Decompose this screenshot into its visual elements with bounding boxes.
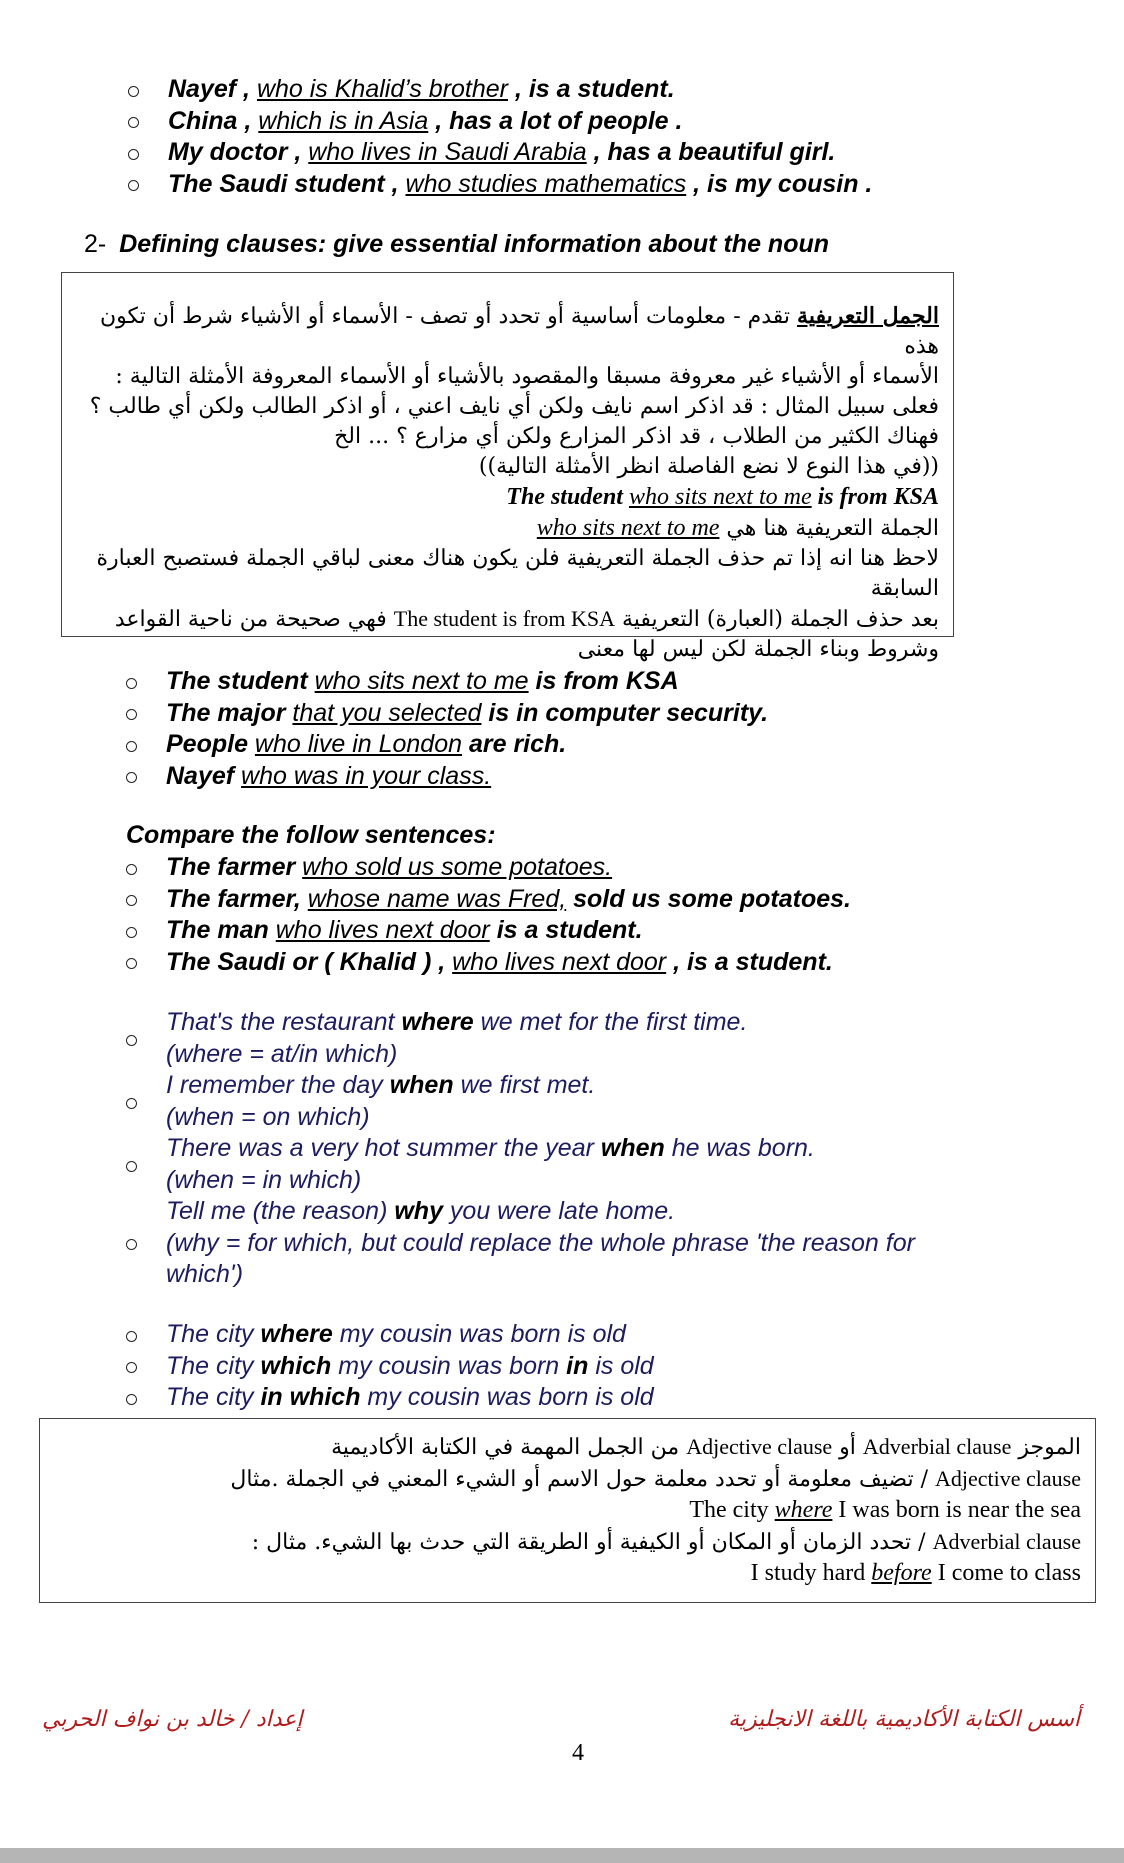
arabic-line: الأسماء أو الأشياء غير معروفة مسبقا والمقصود بالأشياء أو الأسماء المعروفة الأمثلة التالية :	[115, 364, 939, 389]
footer-book-title: أسس الكتابة الأكاديمية باللغة الانجليزية	[728, 1707, 1080, 1732]
defining-examples	[126, 666, 768, 792]
city-examples	[126, 1319, 654, 1414]
list-item: That's the restaurant where we met for the first time. (where = at/in which)	[126, 1007, 915, 1070]
page-number: 4	[572, 1740, 584, 1766]
list-item: Tell me (the reason) why you were late home. (why = for which, but could replace the whole phrase 'the reason for which')	[126, 1196, 915, 1291]
list-item: The man who lives next door is a student.	[126, 915, 851, 947]
list-item: The city where my cousin was born is old	[126, 1319, 654, 1351]
list-item: The Saudi or ( Khalid ) , who lives next door , is a student.	[126, 947, 851, 979]
arabic-line: فعلى سبيل المثال : قد اذكر اسم نايف ولكن أي نايف اعني ، أو اذكر الطالب ولكن أي طالب ؟	[89, 394, 939, 419]
summary-line: Adverbial clause / تحدد الزمان أو المكان أو الكيفية أو الطريقة التي حدث بها الشيء. مثال :	[251, 1529, 1081, 1555]
list-item: My doctor , who lives in Saudi Arabia , has a beautiful girl.	[128, 137, 872, 169]
list-item: The city in which my cousin was born is old	[126, 1382, 654, 1414]
list-item: The city which my cousin was born in is old	[126, 1351, 654, 1383]
box-example: The student who sits next to me is from KSA	[506, 484, 939, 510]
summary-example: The city where I was born is near the sea	[689, 1497, 1081, 1523]
arabic-line: ((في هذا النوع لا نضع الفاصلة انظر الأمثلة التالية))	[478, 454, 939, 479]
summary-example: I study hard before I come to class	[750, 1560, 1081, 1586]
list-item: The major that you selected is in computer security.	[126, 698, 768, 730]
relative-adverb-examples	[126, 1007, 915, 1291]
bottom-bar	[0, 1848, 1124, 1863]
list-item: The farmer who sold us some potatoes.	[126, 852, 851, 884]
compare-examples	[126, 852, 851, 978]
summary-line: Adjective clause / تضيف معلومة أو تحدد معلمة حول الاسم أو الشيء المعني في الجملة .مثال	[230, 1466, 1081, 1492]
section-title: Defining clauses: give essential information about the noun	[119, 230, 830, 258]
compare-heading: Compare the follow sentences:	[126, 821, 496, 849]
summary-line: الموجز Adverbial clause أو Adjective clause من الجمل المهمة في الكتابة الأكاديمية	[331, 1434, 1081, 1460]
list-item: Nayef , who is Khalid’s brother , is a student.	[128, 74, 872, 106]
list-item: There was a very hot summer the year when he was born. (when = in which)	[126, 1133, 915, 1196]
non-defining-examples	[128, 74, 872, 200]
arabic-line: لاحظ هنا انه إذا تم حذف الجملة التعريفية فلن يكون هناك معنى لباقي الجملة فستصبح العبارة السابقة	[96, 546, 939, 601]
arabic-line: فهناك الكثير من الطلاب ، قد اذكر المزارع ولكن أي مزارع ؟ ... الخ	[334, 424, 939, 449]
list-item: Nayef who was in your class.	[126, 761, 768, 793]
arabic-explanation-box	[61, 272, 954, 662]
arabic-line: الجملة التعريفية هنا هي who sits next to me	[536, 515, 939, 541]
list-item: China , which is in Asia , has a lot of people .	[128, 106, 872, 138]
list-item: The farmer, whose name was Fred, sold us some potatoes.	[126, 884, 851, 916]
list-item: The student who sits next to me is from KSA	[126, 666, 768, 698]
arabic-line: بعد حذف الجملة (العبارة) التعريفية The student is from KSA فهي صحيحة من ناحية القواعد	[114, 606, 939, 632]
section-number: 2-	[84, 230, 107, 258]
arabic-line: الجمل التعريفية تقدم - معلومات أساسية أو تحدد أو تصف - الأسماء أو الأشياء شرط أن تكون هذه	[100, 303, 939, 359]
footer-author: إعداد / خالد بن نواف الحربي	[42, 1707, 303, 1732]
list-item: People who live in London are rich.	[126, 729, 768, 761]
list-item: The Saudi student , who studies mathematics , is my cousin .	[128, 169, 872, 201]
arabic-line: وشروط وبناء الجملة لكن ليس لها معنى	[577, 637, 939, 662]
summary-box	[39, 1418, 1096, 1603]
section-heading	[84, 230, 829, 259]
list-item: I remember the day when we first met. (when = on which)	[126, 1070, 915, 1133]
